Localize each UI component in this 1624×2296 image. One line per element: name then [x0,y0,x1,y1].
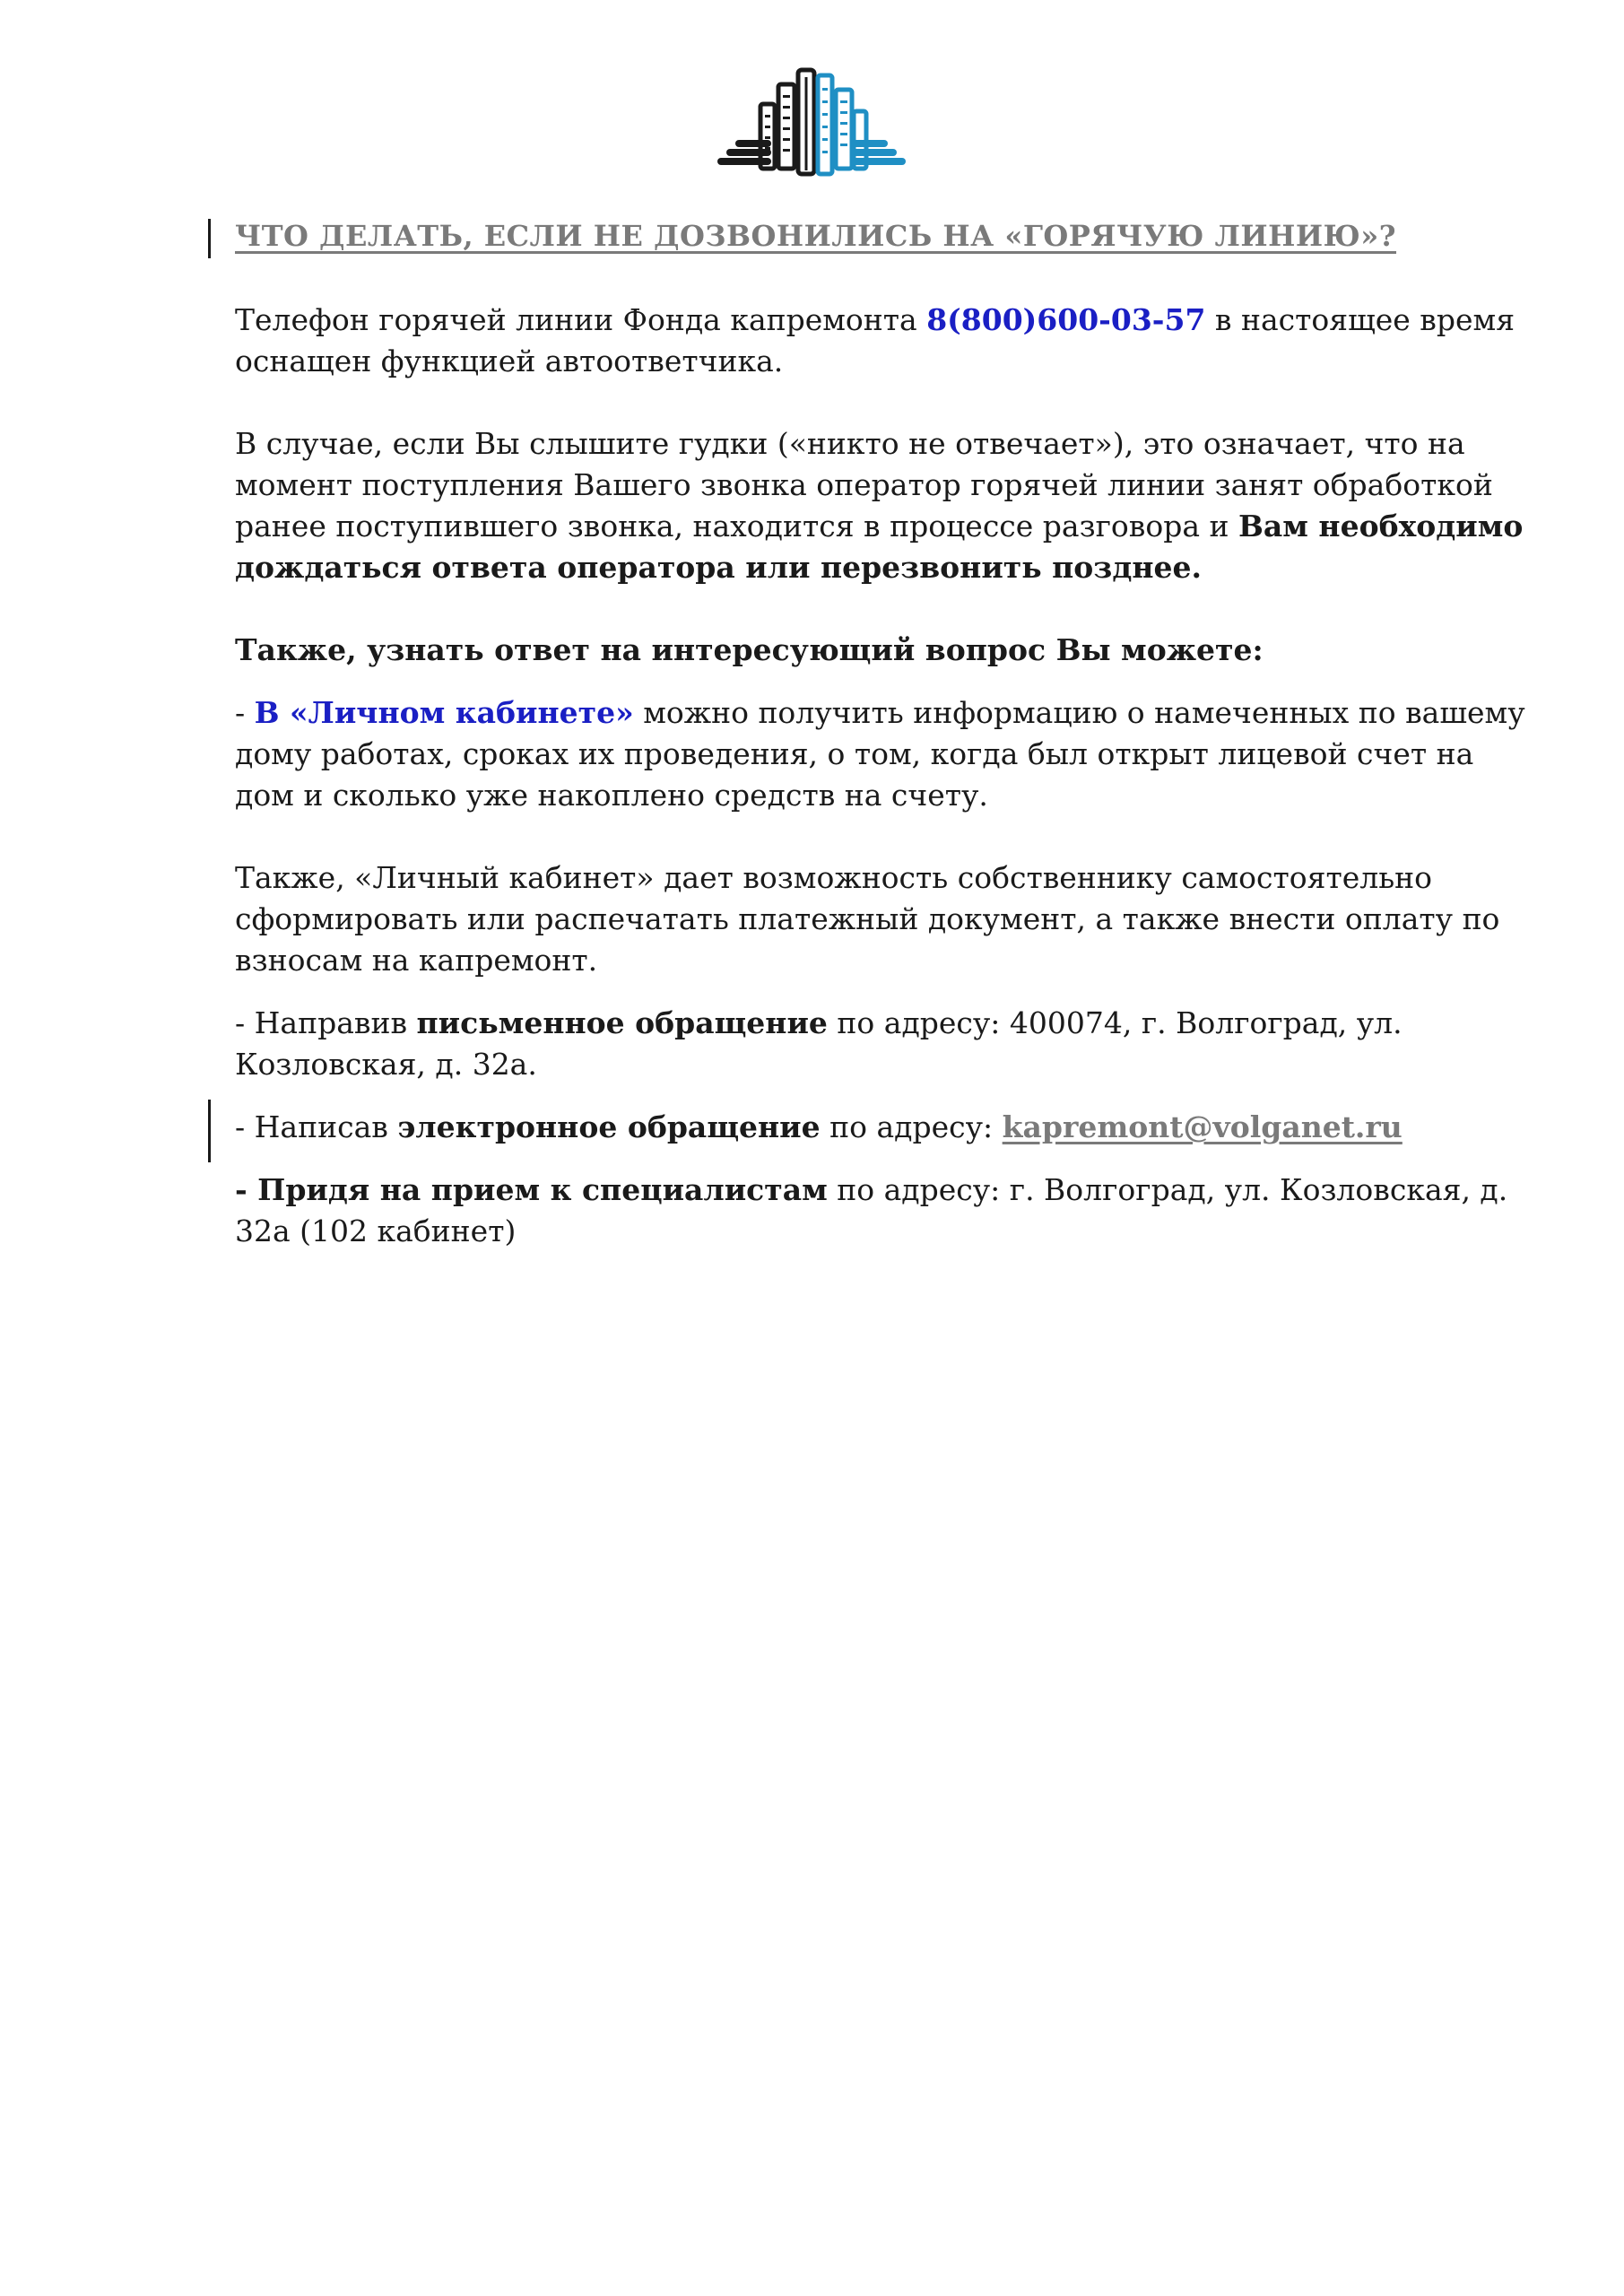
written-appeal-paragraph [235,1003,1526,1085]
document-body [235,215,1526,1252]
text: Также, «Личный кабинет» дает возможность собственнику самостоятельно сформировать или распечатать платежный документ, а также внести оплату по взносам на капремонт. [235,860,1500,978]
email-link[interactable]: kapremont@volganet.ru [1002,1109,1403,1144]
options-heading [235,630,1526,671]
visit-paragraph [235,1170,1526,1252]
personal-cabinet-link[interactable]: В «Личном кабинете» [254,695,634,730]
buildings-skyline-logo [717,65,906,190]
cabinet-features-paragraph [235,857,1526,981]
text: в настоящее время оснащен функцией автоответчика. [235,302,1515,378]
bold-text: Также, узнать ответ на интересующий вопрос Вы можете: [235,632,1264,667]
bold-text: Вам необходимо дождаться ответа оператора или перезвонить позднее. [235,509,1524,585]
revision-bar [208,219,211,258]
bold-text: письменное обращение [416,1005,828,1040]
text: - Направив [235,1005,417,1040]
page-title: ЧТО ДЕЛАТЬ, ЕСЛИ НЕ ДОЗВОНИЛИСЬ НА «ГОРЯЧУЮ ЛИНИЮ»? [235,219,1397,253]
text: по адресу: [820,1109,1003,1144]
cabinet-paragraph [235,692,1526,816]
electronic-appeal-paragraph [235,1107,1526,1148]
text: Телефон горячей линии Фонда капремонта [235,302,927,337]
text: по адресу: 400074, г. Волгоград, ул. Козловская, д. 32а. [235,1005,1403,1082]
text: по адресу: г. Волгоград, ул. Козловская, д. 32а (102 кабинет) [235,1172,1508,1248]
hotline-paragraph [235,300,1526,382]
bold-text: электронное обращение [397,1109,821,1144]
bold-text: - Придя на прием к специалистам [235,1172,828,1207]
dash: - [235,695,255,730]
text: В случае, если Вы слышите гудки («никто не отвечает»), это означает, что на момент поступления Вашего звонка оператор горячей линии занят обработкой ранее поступившего звонка, находится в процессе разговора и [235,426,1493,544]
revision-bar [208,1100,211,1162]
hotline-phone: 8(800)600-03-57 [926,302,1206,337]
text: можно получить информацию о намеченных по вашему дому работах, сроках их проведения, о том, когда был открыт лицевой счет на дом и сколько уже накоплено средств на счету. [235,695,1525,813]
busy-paragraph [235,423,1526,588]
text: - Написав [235,1109,398,1144]
